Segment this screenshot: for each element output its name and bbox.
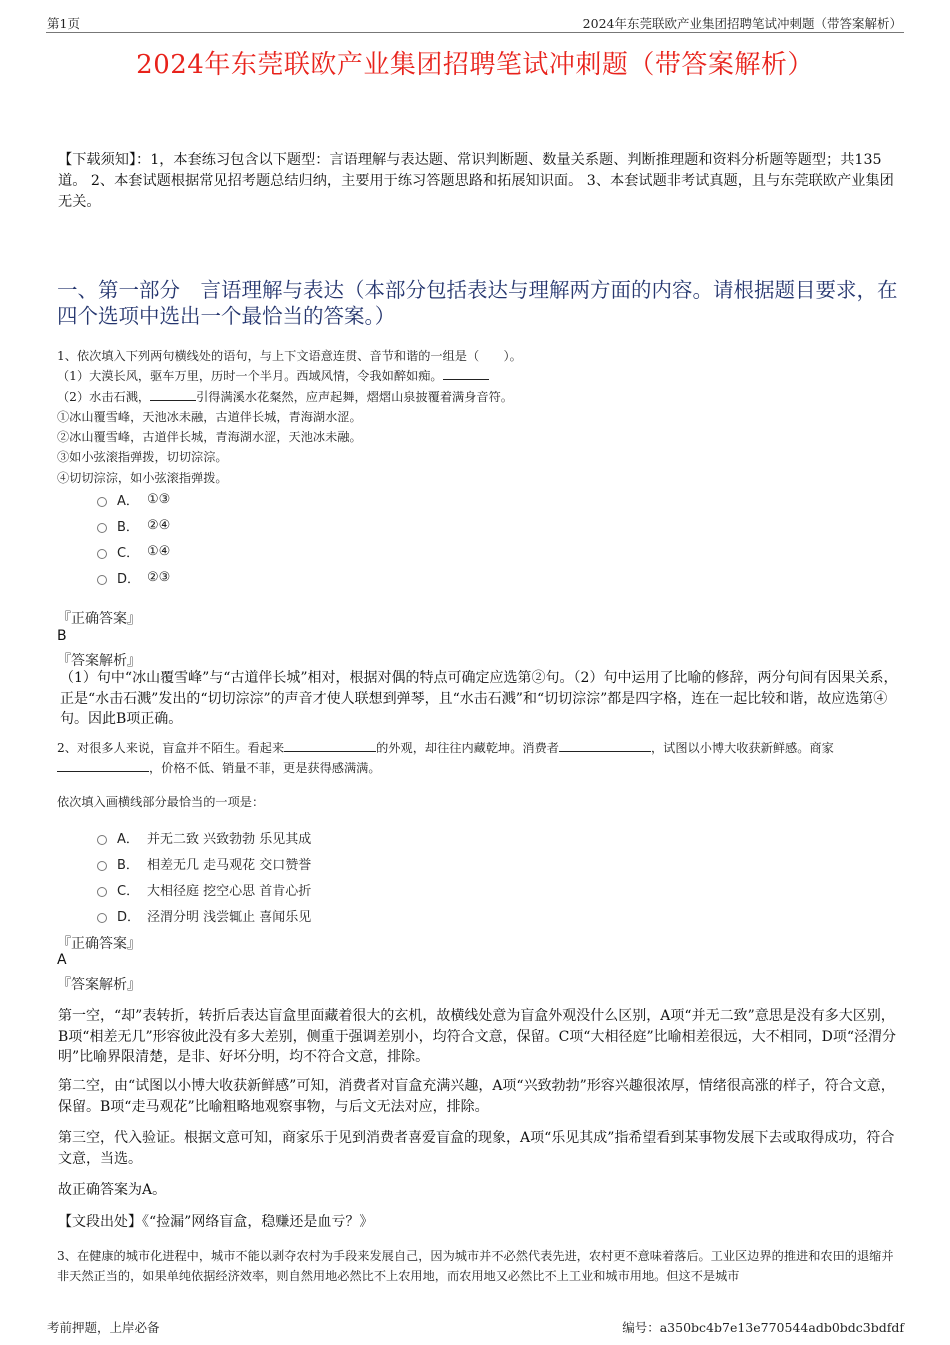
question-prompt: 依次填入画横线部分最恰当的一项是： <box>57 795 265 809</box>
option-d[interactable]: D． ②③ <box>97 564 170 590</box>
radio-icon[interactable] <box>97 887 107 897</box>
option-a[interactable]: A． ①③ <box>97 486 170 512</box>
question-1 <box>57 346 897 488</box>
analysis-paragraph: 第一空，“却”表转折，转折后表达盲盒里面藏着很大的玄机，故横线处意为盲盒外观没什么区别，A项“并无二致”意思是没有多大区别，B项“相差无几”形容彼此没有多大差别，侧重于强调差别小，均符合文意，保留。C项“大相径庭”比喻相差很远，大不相同，D项“泾渭分明”比喻界限清楚，是非、好坏分明，均不符合文意，排除。 <box>58 1008 897 1065</box>
analysis-conclusion: 故正确答案为A。 <box>58 1182 167 1198</box>
header-divider <box>46 32 904 33</box>
section-heading: 一、第一部分 言语理解与表达（本部分包括表达与理解两方面的内容。请根据题目要求，在四个选项中选出一个最恰当的答案。） <box>57 278 898 328</box>
answer-label: 『正确答案』 <box>57 611 141 627</box>
option-b[interactable]: B． ②④ <box>97 512 170 538</box>
source-citation: 【文段出处】《“捡漏”网络盲盒，稳赚还是血亏？》 <box>58 1214 374 1230</box>
choice-item: ②冰山覆雪峰，古道伴长城，青海湖水涩，天池冰未融。 <box>57 430 362 445</box>
question-line: （1）大漠长风，驱车万里，历时一个半月。西域风情，令我如醉如痴。 <box>57 366 897 386</box>
question-stem: 1、依次填入下列两句横线处的语句，与上下文语意连贯、音节和谐的一组是（ ）。 <box>57 349 522 363</box>
question-line: （2）水击石溅， 引得满溪水花粲然，应声起舞，熠熠山泉披覆着满身音符。 <box>57 389 513 404</box>
fill-blank <box>57 759 149 772</box>
download-notice <box>58 150 898 213</box>
radio-icon[interactable] <box>97 861 107 871</box>
option-b[interactable]: B． 相差无几 走马观花 交口赞誉 <box>97 850 311 876</box>
radio-icon[interactable] <box>97 575 107 585</box>
radio-icon[interactable] <box>97 549 107 559</box>
option-a[interactable]: A． 并无二致 兴致勃勃 乐见其成 <box>97 824 311 850</box>
q1-options <box>97 486 170 590</box>
document-title: 2024年东莞联欧产业集团招聘笔试冲刺题（带答案解析） <box>136 50 814 80</box>
correct-answer: A <box>57 952 67 968</box>
option-d[interactable]: D． 泾渭分明 浅尝辄止 喜闻乐见 <box>97 902 311 928</box>
page-number: 第1页 <box>47 16 80 31</box>
correct-answer: B <box>57 628 67 644</box>
running-title: 2024年东莞联欧产业集团招聘笔试冲刺题（带答案解析） <box>582 16 902 31</box>
analysis-label: 『答案解析』 <box>57 653 141 669</box>
document-id: 编号：a350bc4b7e13e770544adb0bdc3bdfdf <box>622 1320 904 1335</box>
fill-blank <box>559 739 651 752</box>
radio-icon[interactable] <box>97 497 107 507</box>
fill-blank <box>443 367 489 380</box>
question-2: 2、对很多人来说，盲盒并不陌生。看起来 的外观，却往往内藏乾坤。消费者 ，试图以小博大收获新鲜感。商家，价格不低、销量不菲，更是获得感满满。 <box>57 741 834 776</box>
analysis-label: 『答案解析』 <box>57 977 141 993</box>
option-c[interactable]: C． 大相径庭 挖空心思 首肯心折 <box>97 876 311 902</box>
choice-item: ①冰山覆雪峰，天池冰未融，古道伴长城，青海湖水涩。 <box>57 409 362 424</box>
fill-blank <box>150 388 196 401</box>
option-c[interactable]: C． ①④ <box>97 538 170 564</box>
analysis-text: （1）句中“冰山覆雪峰”与“古道伴长城”相对，根据对偶的特点可确定应选第②句。（2）句中运用了比喻的修辞，两分句间有因果关系，正是“水击石溅”发出的“切切淙淙”的声音才使人联想到弹琴，且“水击石溅”和“切切淙淙”都是四字格，连在一起比较和谐，故应选第④句。因此B项正确。 <box>60 670 898 727</box>
question-3: 3、在健康的城市化进程中，城市不能以剥夺农村为手段来发展自己，因为城市并不必然代表先进，农村更不意味着落后。工业区边界的推进和农田的退缩并非天然正当的，如果单纯依据经济效率，则自然用地必然比不上农用地，而农用地又必然比不上工业和城市用地。但这不是城市 <box>57 1249 894 1284</box>
q2-options <box>97 824 311 928</box>
notice-label: 【下载须知】 <box>58 152 137 168</box>
radio-icon[interactable] <box>97 913 107 923</box>
choice-item: ④切切淙淙，如小弦滚指弹拨。 <box>57 470 228 485</box>
notice-text: ：1，本套练习包含以下题型：言语理解与表达题、常识判断题、数量关系题、判断推理题和资料分析题等题型；共135道。 2、本套试题根据常见招考题总结归纳，主要用于练习答题思路和拓展知识面。 3、本套试题非考试真题，且与东莞联欧产业集团无关。 <box>58 152 894 210</box>
fill-blank <box>284 739 376 752</box>
radio-icon[interactable] <box>97 523 107 533</box>
analysis-paragraph: 第二空，由“试图以小博大收获新鲜感”可知，消费者对盲盒充满兴趣，A项“兴致勃勃”形容兴趣很浓厚，情绪很高涨的样子，符合文意，保留。B项“走马观花”比喻粗略地观察事物，与后文无法对应，排除。 <box>58 1078 895 1115</box>
analysis-paragraph: 第三空，代入验证。根据文意可知，商家乐于见到消费者喜爱盲盒的现象，A项“乐见其成”指希望看到某事物发展下去或取得成功，符合文意，当选。 <box>58 1130 895 1167</box>
radio-icon[interactable] <box>97 835 107 845</box>
footer-slogan: 考前押题，上岸必备 <box>47 1320 160 1335</box>
answer-label: 『正确答案』 <box>57 936 141 952</box>
choice-item: ③如小弦滚指弹拨，切切淙淙。 <box>57 450 228 465</box>
